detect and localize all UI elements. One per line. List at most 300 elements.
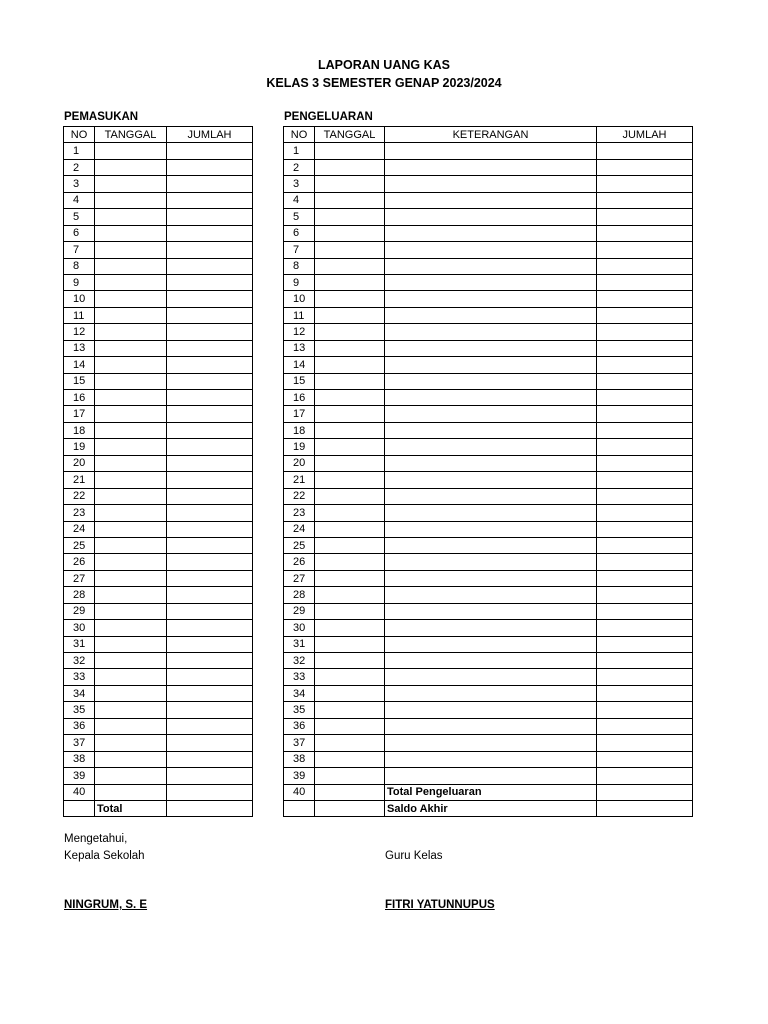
row-number: 39 bbox=[284, 768, 315, 784]
row-number: 16 bbox=[64, 390, 95, 406]
row-number: 4 bbox=[284, 192, 315, 208]
amount-cell bbox=[597, 603, 693, 619]
table-row bbox=[64, 472, 253, 488]
principal-title: Kepala Sekolah bbox=[64, 850, 145, 862]
table-row bbox=[284, 751, 693, 767]
table-row bbox=[64, 357, 253, 373]
date-cell bbox=[315, 521, 385, 537]
amount-cell bbox=[167, 702, 253, 718]
table-row bbox=[64, 439, 253, 455]
row-number: 14 bbox=[64, 357, 95, 373]
row-number: 8 bbox=[284, 258, 315, 274]
amount-cell bbox=[167, 751, 253, 767]
acknowledged-label: Mengetahui, bbox=[64, 833, 128, 845]
date-cell bbox=[95, 636, 167, 652]
date-cell bbox=[95, 735, 167, 751]
date-cell bbox=[95, 685, 167, 701]
amount-cell bbox=[597, 274, 693, 290]
table-row bbox=[284, 620, 693, 636]
table-row bbox=[284, 702, 693, 718]
date-cell bbox=[95, 702, 167, 718]
amount-cell bbox=[167, 258, 253, 274]
date-cell bbox=[95, 554, 167, 570]
row-number: 2 bbox=[284, 159, 315, 175]
amount-cell bbox=[597, 784, 693, 800]
date-cell bbox=[95, 390, 167, 406]
date-cell bbox=[315, 702, 385, 718]
table-row bbox=[64, 242, 253, 258]
table-row bbox=[64, 505, 253, 521]
row-number: 17 bbox=[284, 406, 315, 422]
amount-cell bbox=[597, 685, 693, 701]
table-row bbox=[64, 636, 253, 652]
amount-cell bbox=[597, 192, 693, 208]
balance-value bbox=[597, 800, 693, 816]
row-number: 23 bbox=[64, 505, 95, 521]
table-row bbox=[64, 225, 253, 241]
description-cell bbox=[385, 685, 597, 701]
date-cell bbox=[95, 784, 167, 800]
description-cell bbox=[385, 192, 597, 208]
date-cell bbox=[95, 143, 167, 159]
row-number: 17 bbox=[64, 406, 95, 422]
table-row bbox=[284, 603, 693, 619]
row-number: 11 bbox=[64, 307, 95, 323]
table-row bbox=[64, 603, 253, 619]
row-number: 9 bbox=[64, 274, 95, 290]
table-row bbox=[284, 225, 693, 241]
table-row bbox=[284, 143, 693, 159]
date-cell bbox=[315, 390, 385, 406]
row-number: 31 bbox=[284, 636, 315, 652]
date-cell bbox=[315, 537, 385, 553]
amount-cell bbox=[597, 455, 693, 471]
amount-cell bbox=[597, 159, 693, 175]
date-cell bbox=[315, 307, 385, 323]
amount-cell bbox=[597, 258, 693, 274]
date-cell bbox=[315, 669, 385, 685]
date-cell bbox=[95, 653, 167, 669]
table-row bbox=[64, 340, 253, 356]
report-subtitle: KELAS 3 SEMESTER GENAP 2023/2024 bbox=[266, 76, 502, 90]
date-cell bbox=[315, 718, 385, 734]
row-number: 20 bbox=[284, 455, 315, 471]
row-number: 15 bbox=[284, 373, 315, 389]
date-cell bbox=[315, 192, 385, 208]
amount-cell bbox=[597, 209, 693, 225]
row-number: 15 bbox=[64, 373, 95, 389]
table-row bbox=[284, 242, 693, 258]
description-cell bbox=[385, 702, 597, 718]
amount-cell bbox=[597, 406, 693, 422]
table-row bbox=[64, 406, 253, 422]
date-cell bbox=[95, 455, 167, 471]
table-row bbox=[64, 718, 253, 734]
row-number: 5 bbox=[64, 209, 95, 225]
row-number: 24 bbox=[284, 521, 315, 537]
row-number: 36 bbox=[64, 718, 95, 734]
row-number: 1 bbox=[284, 143, 315, 159]
amount-cell bbox=[597, 390, 693, 406]
row-number: 37 bbox=[284, 735, 315, 751]
amount-cell bbox=[597, 242, 693, 258]
description-cell bbox=[385, 439, 597, 455]
date-cell bbox=[95, 505, 167, 521]
date-cell bbox=[315, 373, 385, 389]
table-row bbox=[64, 554, 253, 570]
description-cell bbox=[385, 357, 597, 373]
table-row bbox=[284, 406, 693, 422]
amount-cell bbox=[167, 274, 253, 290]
description-cell bbox=[385, 143, 597, 159]
table-row bbox=[284, 587, 693, 603]
row-number: 33 bbox=[64, 669, 95, 685]
expense-header-no: NO bbox=[284, 127, 315, 143]
amount-cell bbox=[167, 521, 253, 537]
description-cell bbox=[385, 505, 597, 521]
date-cell bbox=[315, 620, 385, 636]
amount-cell bbox=[597, 702, 693, 718]
table-row bbox=[64, 373, 253, 389]
amount-cell bbox=[167, 291, 253, 307]
amount-cell bbox=[597, 570, 693, 586]
amount-cell bbox=[167, 718, 253, 734]
amount-cell bbox=[597, 751, 693, 767]
amount-cell bbox=[167, 340, 253, 356]
expense-table bbox=[283, 126, 693, 817]
description-cell bbox=[385, 620, 597, 636]
row-number: 19 bbox=[284, 439, 315, 455]
amount-cell bbox=[167, 636, 253, 652]
amount-cell bbox=[597, 357, 693, 373]
table-row bbox=[284, 439, 693, 455]
income-header-date: TANGGAL bbox=[95, 127, 167, 143]
row-number: 16 bbox=[284, 390, 315, 406]
row-number: 24 bbox=[64, 521, 95, 537]
row-number: 3 bbox=[64, 176, 95, 192]
table-row bbox=[64, 274, 253, 290]
table-row bbox=[284, 258, 693, 274]
row-number: 29 bbox=[284, 603, 315, 619]
row-number: 4 bbox=[64, 192, 95, 208]
amount-cell bbox=[167, 488, 253, 504]
date-cell bbox=[95, 718, 167, 734]
row-number: 5 bbox=[284, 209, 315, 225]
description-cell bbox=[385, 751, 597, 767]
row-number: 26 bbox=[64, 554, 95, 570]
report-title: LAPORAN UANG KAS bbox=[318, 58, 450, 72]
date-cell bbox=[95, 274, 167, 290]
table-row bbox=[284, 291, 693, 307]
table-row bbox=[64, 159, 253, 175]
teacher-name: FITRI YATUNNUPUS bbox=[385, 899, 495, 911]
balance-date-cell bbox=[315, 800, 385, 816]
row-number: 2 bbox=[64, 159, 95, 175]
date-cell bbox=[315, 751, 385, 767]
table-row bbox=[284, 537, 693, 553]
date-cell bbox=[315, 291, 385, 307]
table-row bbox=[64, 768, 253, 784]
row-number: 3 bbox=[284, 176, 315, 192]
row-number: 19 bbox=[64, 439, 95, 455]
amount-cell bbox=[167, 143, 253, 159]
date-cell bbox=[95, 307, 167, 323]
date-cell bbox=[95, 340, 167, 356]
amount-cell bbox=[597, 505, 693, 521]
description-cell bbox=[385, 422, 597, 438]
table-row bbox=[64, 521, 253, 537]
description-cell bbox=[385, 636, 597, 652]
table-row bbox=[284, 357, 693, 373]
amount-cell bbox=[167, 307, 253, 323]
date-cell bbox=[315, 735, 385, 751]
date-cell bbox=[95, 176, 167, 192]
description-cell bbox=[385, 735, 597, 751]
date-cell bbox=[95, 324, 167, 340]
description-cell bbox=[385, 455, 597, 471]
amount-cell bbox=[167, 620, 253, 636]
income-total-row bbox=[64, 800, 253, 816]
date-cell bbox=[315, 176, 385, 192]
date-cell bbox=[95, 587, 167, 603]
date-cell bbox=[315, 422, 385, 438]
table-row bbox=[64, 735, 253, 751]
date-cell bbox=[315, 143, 385, 159]
date-cell bbox=[95, 488, 167, 504]
description-cell bbox=[385, 570, 597, 586]
table-row bbox=[64, 685, 253, 701]
principal-name: NINGRUM, S. E bbox=[64, 899, 148, 911]
row-number: 25 bbox=[64, 537, 95, 553]
amount-cell bbox=[167, 505, 253, 521]
amount-cell bbox=[597, 735, 693, 751]
table-row bbox=[284, 340, 693, 356]
row-number: 38 bbox=[284, 751, 315, 767]
description-cell bbox=[385, 603, 597, 619]
income-table bbox=[63, 126, 253, 817]
amount-cell bbox=[597, 488, 693, 504]
row-number: 32 bbox=[284, 653, 315, 669]
balance-label: Saldo Akhir bbox=[385, 800, 597, 816]
date-cell bbox=[315, 225, 385, 241]
table-row bbox=[64, 620, 253, 636]
date-cell bbox=[95, 751, 167, 767]
expense-total-label: Total Pengeluaran bbox=[385, 784, 597, 800]
amount-cell bbox=[167, 472, 253, 488]
row-number: 6 bbox=[64, 225, 95, 241]
table-row bbox=[64, 587, 253, 603]
row-number: 32 bbox=[64, 653, 95, 669]
date-cell bbox=[315, 324, 385, 340]
table-row bbox=[284, 669, 693, 685]
date-cell bbox=[315, 340, 385, 356]
date-cell bbox=[95, 521, 167, 537]
row-number: 26 bbox=[284, 554, 315, 570]
date-cell bbox=[315, 472, 385, 488]
income-header-amount: JUMLAH bbox=[167, 127, 253, 143]
table-row bbox=[284, 192, 693, 208]
amount-cell bbox=[167, 735, 253, 751]
table-row bbox=[64, 537, 253, 553]
row-number: 38 bbox=[64, 751, 95, 767]
table-row bbox=[64, 291, 253, 307]
table-row bbox=[284, 505, 693, 521]
date-cell bbox=[315, 653, 385, 669]
row-number: 7 bbox=[284, 242, 315, 258]
date-cell bbox=[95, 620, 167, 636]
table-row bbox=[284, 488, 693, 504]
amount-cell bbox=[597, 143, 693, 159]
amount-cell bbox=[167, 669, 253, 685]
row-number: 29 bbox=[64, 603, 95, 619]
description-cell bbox=[385, 307, 597, 323]
expense-header-amount: JUMLAH bbox=[597, 127, 693, 143]
amount-cell bbox=[167, 653, 253, 669]
amount-cell bbox=[597, 307, 693, 323]
table-row bbox=[284, 472, 693, 488]
description-cell bbox=[385, 242, 597, 258]
date-cell bbox=[315, 587, 385, 603]
table-row bbox=[284, 521, 693, 537]
date-cell bbox=[315, 570, 385, 586]
description-cell bbox=[385, 340, 597, 356]
row-number: 21 bbox=[284, 472, 315, 488]
row-number: 11 bbox=[284, 307, 315, 323]
expense-header-date: TANGGAL bbox=[315, 127, 385, 143]
date-cell bbox=[315, 636, 385, 652]
row-number: 28 bbox=[64, 587, 95, 603]
date-cell bbox=[95, 406, 167, 422]
amount-cell bbox=[167, 554, 253, 570]
date-cell bbox=[95, 439, 167, 455]
table-row bbox=[64, 258, 253, 274]
table-row bbox=[284, 653, 693, 669]
date-cell bbox=[315, 357, 385, 373]
table-row bbox=[284, 390, 693, 406]
amount-cell bbox=[167, 685, 253, 701]
table-row bbox=[284, 768, 693, 784]
date-cell bbox=[315, 488, 385, 504]
table-row bbox=[284, 159, 693, 175]
description-cell bbox=[385, 587, 597, 603]
row-number: 18 bbox=[284, 422, 315, 438]
amount-cell bbox=[597, 324, 693, 340]
expense-header-row bbox=[284, 127, 693, 143]
row-number: 8 bbox=[64, 258, 95, 274]
date-cell bbox=[95, 209, 167, 225]
amount-cell bbox=[597, 653, 693, 669]
amount-cell bbox=[167, 390, 253, 406]
expense-section-label: PENGELUARAN bbox=[284, 111, 373, 123]
date-cell bbox=[95, 357, 167, 373]
table-row bbox=[284, 176, 693, 192]
description-cell bbox=[385, 324, 597, 340]
date-cell bbox=[95, 422, 167, 438]
description-cell bbox=[385, 472, 597, 488]
table-row bbox=[284, 209, 693, 225]
table-row bbox=[64, 176, 253, 192]
table-row bbox=[64, 192, 253, 208]
date-cell bbox=[315, 258, 385, 274]
table-row bbox=[64, 455, 253, 471]
income-section-label: PEMASUKAN bbox=[64, 111, 139, 123]
date-cell bbox=[95, 225, 167, 241]
amount-cell bbox=[167, 176, 253, 192]
table-row bbox=[284, 685, 693, 701]
table-row bbox=[64, 751, 253, 767]
amount-cell bbox=[167, 439, 253, 455]
date-cell bbox=[315, 685, 385, 701]
date-cell bbox=[315, 274, 385, 290]
balance-no-cell bbox=[284, 800, 315, 816]
row-number: 27 bbox=[284, 570, 315, 586]
date-cell bbox=[95, 159, 167, 175]
date-cell bbox=[95, 373, 167, 389]
amount-cell bbox=[597, 340, 693, 356]
amount-cell bbox=[167, 357, 253, 373]
table-row bbox=[64, 488, 253, 504]
table-row bbox=[284, 274, 693, 290]
description-cell bbox=[385, 537, 597, 553]
table-row bbox=[284, 735, 693, 751]
balance-row bbox=[284, 800, 693, 816]
row-number: 30 bbox=[64, 620, 95, 636]
amount-cell bbox=[167, 192, 253, 208]
date-cell bbox=[95, 669, 167, 685]
description-cell bbox=[385, 718, 597, 734]
description-cell bbox=[385, 291, 597, 307]
table-row bbox=[284, 324, 693, 340]
row-number: 40 bbox=[284, 784, 315, 800]
date-cell bbox=[315, 439, 385, 455]
description-cell bbox=[385, 554, 597, 570]
description-cell bbox=[385, 209, 597, 225]
row-number: 39 bbox=[64, 768, 95, 784]
row-number: 14 bbox=[284, 357, 315, 373]
amount-cell bbox=[167, 455, 253, 471]
table-row bbox=[64, 324, 253, 340]
table-row bbox=[284, 784, 693, 800]
table-row bbox=[64, 209, 253, 225]
table-row bbox=[284, 307, 693, 323]
date-cell bbox=[315, 159, 385, 175]
description-cell bbox=[385, 176, 597, 192]
row-number: 6 bbox=[284, 225, 315, 241]
row-number: 34 bbox=[64, 685, 95, 701]
date-cell bbox=[315, 242, 385, 258]
income-header-no: NO bbox=[64, 127, 95, 143]
description-cell bbox=[385, 521, 597, 537]
date-cell bbox=[315, 603, 385, 619]
date-cell bbox=[95, 242, 167, 258]
amount-cell bbox=[167, 373, 253, 389]
amount-cell bbox=[167, 537, 253, 553]
description-cell bbox=[385, 373, 597, 389]
table-row bbox=[284, 554, 693, 570]
amount-cell bbox=[597, 472, 693, 488]
description-cell bbox=[385, 768, 597, 784]
table-row bbox=[64, 702, 253, 718]
date-cell bbox=[95, 291, 167, 307]
row-number: 10 bbox=[284, 291, 315, 307]
amount-cell bbox=[167, 422, 253, 438]
row-number: 28 bbox=[284, 587, 315, 603]
amount-cell bbox=[597, 422, 693, 438]
amount-cell bbox=[167, 242, 253, 258]
amount-cell bbox=[597, 669, 693, 685]
table-row bbox=[64, 422, 253, 438]
date-cell bbox=[315, 455, 385, 471]
